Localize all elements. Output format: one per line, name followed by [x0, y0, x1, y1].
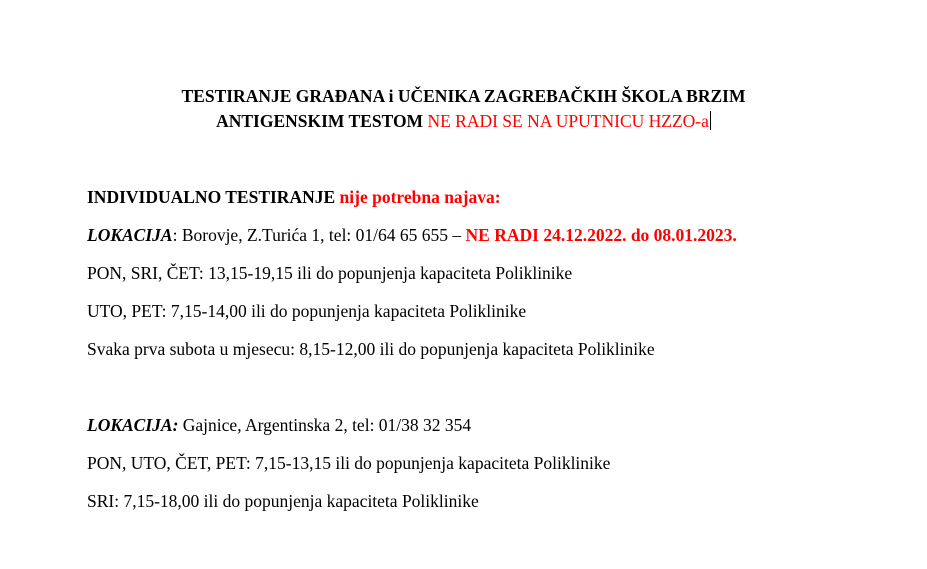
location-2-line: [87, 413, 471, 437]
location-1-address: : Borovje, Z.Turića 1, tel: 01/64 65 655 –: [172, 225, 462, 245]
location-2-address: Gajnice, Argentinska 2, tel: 01/38 32 354: [182, 415, 472, 435]
hours-text: Svaka prva subota u mjesecu: 8,15-12,00 ili do popunjenja kapaciteta Poliklinike: [87, 339, 655, 359]
location-1-label: LOKACIJA: [87, 225, 173, 245]
location-2-label: LOKACIJA:: [87, 415, 179, 435]
text-cursor: [710, 111, 711, 130]
location-1-hours-1: [87, 261, 572, 285]
individual-testing-label: INDIVIDUALNO TESTIRANJE: [87, 187, 336, 207]
title-text-red-notice: NE RADI SE NA UPUTNICU HZZO-a: [427, 111, 709, 131]
hours-text: SRI: 7,15-18,00 ili do popunjenja kapaciteta Poliklinike: [87, 491, 479, 511]
individual-testing-heading: [87, 185, 501, 209]
location-2-hours-1: [87, 451, 610, 475]
title-text: TESTIRANJE GRAĐANA i UČENIKA ZAGREBAČKIH ŠKOLA BRZIM: [181, 86, 746, 106]
location-1-line: [87, 223, 737, 247]
hours-text: UTO, PET: 7,15-14,00 ili do popunjenja kapaciteta Poliklinike: [87, 301, 527, 321]
document-title-line-2: [0, 109, 927, 133]
location-2-hours-2: [87, 489, 479, 513]
hours-text: PON, UTO, ČET, PET: 7,15-13,15 ili do popunjenja kapaciteta Poliklinike: [87, 453, 611, 473]
location-1-hours-3: [87, 337, 655, 361]
location-1-hours-2: [87, 299, 526, 323]
title-text-black: ANTIGENSKIM TESTOM: [216, 111, 424, 131]
document-title-line-1: [0, 84, 927, 108]
location-1-closure-notice: NE RADI 24.12.2022. do 08.01.2023.: [465, 225, 737, 245]
no-appointment-note: nije potrebna najava:: [339, 187, 501, 207]
hours-text: PON, SRI, ČET: 13,15-19,15 ili do popunjenja kapaciteta Poliklinike: [87, 263, 573, 283]
